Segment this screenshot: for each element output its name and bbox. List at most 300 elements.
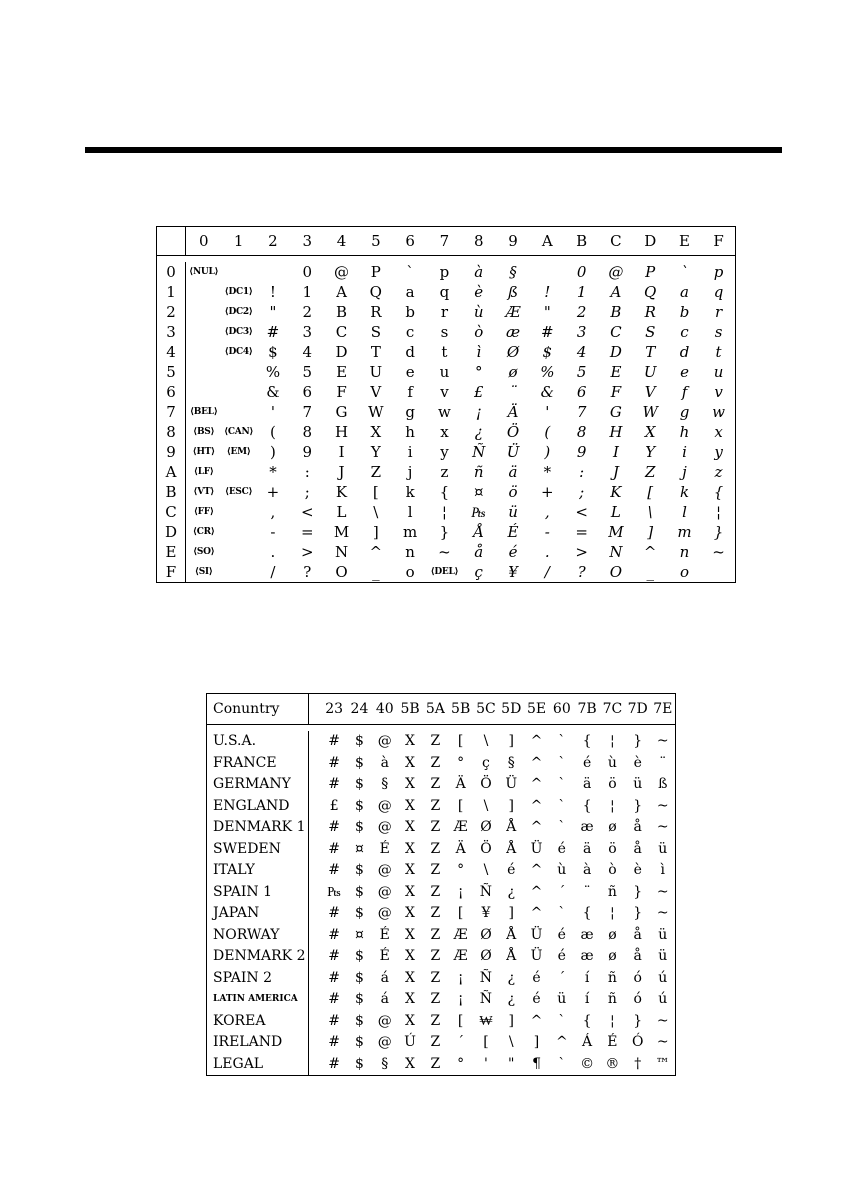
charset-cell: ⟨BEL⟩ <box>189 407 218 417</box>
charset-row-header: A <box>157 462 186 482</box>
intl-cell: \ <box>508 1034 514 1050</box>
charset-cell: Ä <box>507 403 519 421</box>
intl-cell: ¡ <box>457 969 464 986</box>
intl-cell: © <box>580 1055 595 1072</box>
charset-row-header: D <box>157 522 186 542</box>
charset-row-header: F <box>157 562 186 583</box>
charset-cell: + <box>266 483 280 501</box>
intl-cell: Ä <box>455 776 466 792</box>
charset-cell: L <box>610 503 621 521</box>
charset-cell: P <box>370 263 381 281</box>
charset-cell: : <box>579 463 585 481</box>
intl-cell: ü <box>658 926 668 943</box>
charset-cell: u <box>713 363 724 381</box>
charset-cell: Q <box>644 283 657 301</box>
intl-cell: Z <box>430 1012 441 1029</box>
charset-row <box>157 362 736 382</box>
intl-gap <box>309 925 322 947</box>
intl-gap <box>309 989 322 1011</box>
charset-cell: ù <box>473 303 484 321</box>
intl-cell: É <box>379 926 390 943</box>
intl-column-header: 7C <box>600 694 625 725</box>
charset-cell: G <box>335 403 348 421</box>
charset-cell: h <box>405 423 415 441</box>
intl-cell: ñ <box>607 883 617 900</box>
intl-cell: å <box>633 840 642 857</box>
intl-cell: ä <box>582 840 592 857</box>
intl-gap <box>309 903 322 925</box>
intl-cell: ¦ <box>610 1012 615 1029</box>
intl-cell: ¿ <box>507 991 515 1007</box>
charset-cell: å <box>474 543 484 561</box>
intl-cell: å <box>633 948 642 964</box>
charset-cell: ) <box>270 443 276 461</box>
intl-cell: [ <box>457 905 464 921</box>
charset-cell: p <box>713 263 724 281</box>
charset-cell: [ <box>372 483 379 501</box>
charset-cell: 8 <box>576 423 587 441</box>
charset-cell: ~ <box>438 543 451 561</box>
intl-country-name: LEGAL <box>207 1054 309 1076</box>
charset-cell: k <box>679 483 690 501</box>
intl-cell: X <box>405 797 416 814</box>
intl-column-header: 40 <box>372 694 397 725</box>
charset-cell: a <box>405 283 415 301</box>
intl-column-header: 5C <box>473 694 498 725</box>
intl-cell: ^ <box>530 862 543 878</box>
charset-cell: J <box>612 463 619 481</box>
intl-cell: # <box>328 905 341 921</box>
charset-cell: ⟨DC4⟩ <box>224 347 253 357</box>
charset-cell: / <box>270 563 276 581</box>
charset-cell: { <box>713 483 724 501</box>
intl-cell: ~ <box>656 1012 669 1029</box>
charset-cell: Å <box>473 523 485 541</box>
intl-gap <box>309 1011 322 1033</box>
charset-cell: 5 <box>576 363 587 381</box>
intl-cell: X <box>405 1012 416 1029</box>
intl-country-name: FRANCE <box>207 753 309 775</box>
intl-gap <box>309 774 322 796</box>
intl-country-name: SPAIN 1 <box>207 882 309 904</box>
intl-cell: # <box>328 754 341 771</box>
charset-cell: ü <box>508 503 518 521</box>
intl-cell: X <box>405 905 416 921</box>
intl-cell: § <box>381 776 389 792</box>
charset-cell: à <box>474 263 484 281</box>
charset-cell: ¤ <box>473 483 484 501</box>
charset-cell: f <box>407 383 413 401</box>
charset-cell: = <box>575 523 588 541</box>
charset-cell: " <box>543 303 551 321</box>
charset-cell: H <box>334 423 349 441</box>
charset-cell: Z <box>644 463 656 481</box>
charset-cell: ß <box>508 283 519 301</box>
intl-cell: ` <box>558 905 566 921</box>
intl-cell: Z <box>430 883 441 900</box>
charset-row <box>157 382 736 402</box>
charset-column-header: 7 <box>427 227 461 256</box>
intl-cell: [ <box>457 733 464 749</box>
charset-cell: 6 <box>302 383 313 401</box>
intl-cell: ü <box>658 948 668 964</box>
charset-cell: N <box>334 543 349 561</box>
intl-cell: $ <box>354 1012 364 1029</box>
intl-gap <box>309 860 322 882</box>
charset-cell: 1 <box>576 283 587 301</box>
intl-cell: $ <box>354 969 364 986</box>
charset-cell: 3 <box>302 323 313 341</box>
charset-cell: j <box>682 463 687 481</box>
charset-cell: ⟨VT⟩ <box>193 487 215 497</box>
intl-cell: ò <box>608 862 617 878</box>
charset-cell: X <box>370 423 382 441</box>
intl-cell: Ü <box>505 776 518 792</box>
charset-cell: D <box>609 343 622 361</box>
charset-cell: ñ <box>473 463 484 481</box>
charset-cell: N <box>609 543 623 561</box>
intl-cell: é <box>507 862 516 878</box>
intl-cell: ´ <box>558 969 566 986</box>
intl-cell: å <box>633 926 642 943</box>
intl-cell: # <box>328 840 341 857</box>
charset-column-header: F <box>702 227 736 256</box>
charset-cell <box>222 262 256 282</box>
intl-cell: ` <box>558 1055 566 1072</box>
charset-cell: y <box>440 443 449 461</box>
charset-cell: 0 <box>576 263 587 281</box>
charset-row <box>157 262 736 282</box>
intl-cell: @ <box>377 1012 392 1029</box>
intl-gap <box>309 1032 322 1054</box>
charset-cell: m <box>403 523 418 541</box>
intl-cell: @ <box>377 733 392 749</box>
intl-cell: # <box>328 969 341 986</box>
intl-cell: ¿ <box>507 969 515 986</box>
intl-cell: ¡ <box>457 883 464 900</box>
intl-cell: Ñ <box>479 969 493 986</box>
charset-cell: . <box>544 543 550 561</box>
charset-cell <box>530 262 564 282</box>
charset-cell: ' <box>270 403 275 421</box>
intl-cell: ¦ <box>610 905 615 921</box>
intl-cell: [ <box>457 1012 464 1029</box>
charset-cell: F <box>336 383 347 401</box>
intl-cell: ₩ <box>479 1012 493 1029</box>
charset-cell <box>186 362 222 382</box>
intl-cell: ¤ <box>354 926 364 943</box>
intl-cell: X <box>405 991 416 1007</box>
intl-cell: ~ <box>656 883 669 900</box>
charset-cell: [ <box>647 483 654 501</box>
intl-country-name: ITALY <box>207 860 309 882</box>
charset-cell: n <box>405 543 415 561</box>
charset-cell: ⟨SI⟩ <box>194 567 213 577</box>
charset-cell: l <box>682 503 687 521</box>
intl-cell: Z <box>430 905 441 921</box>
intl-cell: ] <box>508 797 514 814</box>
intl-cell: ü <box>557 991 567 1007</box>
charset-cell: Q <box>369 283 382 301</box>
intl-cell: Z <box>430 1034 441 1050</box>
intl-cell: @ <box>377 797 392 814</box>
charset-cell: ¨ <box>509 383 517 401</box>
charset-cell: ` <box>406 263 414 281</box>
intl-cell: ¥ <box>481 905 491 921</box>
intl-cell: † <box>634 1055 642 1072</box>
intl-cell: [ <box>457 797 464 814</box>
charset-cell: w <box>712 403 725 421</box>
charset-cell: k <box>405 483 415 501</box>
charset-cell: 4 <box>302 343 313 361</box>
intl-cell: } <box>633 883 643 900</box>
charset-column-header: E <box>667 227 701 256</box>
charset-cell: - <box>270 523 276 541</box>
intl-cell: ^ <box>530 819 543 835</box>
charset-cell: R <box>644 303 656 321</box>
intl-country-row <box>207 946 676 968</box>
charset-cell: ⟨LF⟩ <box>193 467 214 477</box>
intl-column-header: 5D <box>499 694 524 725</box>
intl-cell: § <box>507 754 515 771</box>
intl-cell: ® <box>605 1055 620 1072</box>
intl-cell: X <box>405 776 416 792</box>
top-rule <box>85 147 782 153</box>
charset-column-header: 4 <box>324 227 358 256</box>
intl-cell: ] <box>508 1012 514 1029</box>
charset-cell: e <box>680 363 689 381</box>
intl-cell: á <box>380 991 389 1007</box>
charset-cell: ⟨DC3⟩ <box>224 327 253 337</box>
charset-cell: 2 <box>302 303 313 321</box>
intl-gap <box>309 882 322 904</box>
intl-cell: æ <box>580 819 594 835</box>
charset-row-header: 6 <box>157 382 186 402</box>
charset-cell <box>256 262 290 282</box>
intl-cell: ç <box>482 754 490 771</box>
charset-cell: 7 <box>576 403 587 421</box>
charset-cell: É <box>507 523 519 541</box>
charset-cell: ( <box>270 423 276 441</box>
intl-cell: í <box>584 991 590 1007</box>
intl-cell: é <box>557 926 566 943</box>
intl-cell: # <box>328 991 341 1007</box>
intl-country-name: KOREA <box>207 1011 309 1033</box>
intl-country-row <box>207 903 676 925</box>
charset-cell: ⟨DC1⟩ <box>224 287 253 297</box>
intl-cell: # <box>328 776 341 792</box>
intl-cell: Z <box>430 754 441 771</box>
charset-cell: ! <box>544 283 551 301</box>
intl-cell: ° <box>457 1055 465 1072</box>
charset-cell: { <box>439 483 450 501</box>
intl-cell: X <box>405 754 416 771</box>
intl-cell: ´ <box>457 1034 465 1050</box>
charset-cell: ¡ <box>475 403 482 421</box>
intl-cell: ° <box>457 862 465 878</box>
intl-cell: Z <box>430 1055 441 1072</box>
intl-cell: ú <box>658 991 668 1007</box>
charset-cell: n <box>679 543 690 561</box>
intl-cell: \ <box>483 733 489 749</box>
intl-column-header: 7E <box>650 694 675 725</box>
charset-cell: } <box>713 523 724 541</box>
charset-cell: c <box>680 323 689 341</box>
intl-cell: £ <box>329 797 339 814</box>
charset-row <box>157 482 736 502</box>
intl-cell: ` <box>558 819 566 835</box>
intl-cell: § <box>381 1055 389 1072</box>
charset-body <box>157 262 736 583</box>
intl-country-name: IRELAND <box>207 1032 309 1054</box>
charset-cell: ? <box>303 563 312 581</box>
intl-cell: Z <box>430 969 441 986</box>
charset-cell: _ <box>372 563 380 581</box>
charset-row <box>157 562 736 583</box>
charset-cell: \ <box>647 503 653 521</box>
charset-row <box>157 282 736 302</box>
charset-row-header: 8 <box>157 422 186 442</box>
charset-cell: b <box>405 303 415 321</box>
charset-cell: = <box>300 523 314 541</box>
intl-country-name: DENMARK 1 <box>207 817 309 839</box>
charset-cell: i <box>682 443 687 461</box>
intl-cell: Ñ <box>479 883 493 900</box>
charset-cell <box>222 562 256 583</box>
intl-cell: ~ <box>656 797 669 814</box>
intl-cell: í <box>584 969 590 986</box>
intl-country-row <box>207 925 676 947</box>
charset-cell: Ñ <box>472 443 486 461</box>
charset-cell: g <box>679 403 690 421</box>
intl-cell: Ü <box>530 948 543 964</box>
intl-cell: # <box>328 733 341 749</box>
intl-cell: è <box>633 754 642 771</box>
charset-cell: ⟨DEL⟩ <box>430 567 459 577</box>
charset-cell: b <box>679 303 690 321</box>
intl-cell: ` <box>558 797 566 814</box>
charset-cell: L <box>336 503 347 521</box>
intl-cell: @ <box>377 905 392 921</box>
intl-cell: X <box>405 883 416 900</box>
intl-cell: ] <box>533 1034 540 1050</box>
charset-cell: g <box>405 403 415 421</box>
intl-cell: ^ <box>530 797 543 814</box>
charset-cell: $ <box>268 343 278 361</box>
charset-cell: ^ <box>369 543 383 561</box>
intl-cell: ¡ <box>457 991 464 1007</box>
charset-cell: 5 <box>302 363 313 381</box>
charset-row <box>157 302 736 322</box>
charset-column-header: D <box>633 227 667 256</box>
charset-column-header: 3 <box>290 227 324 256</box>
intl-cell: $ <box>354 1055 364 1072</box>
intl-country-row <box>207 731 676 753</box>
intl-cell: } <box>633 905 643 921</box>
intl-cell: É <box>379 840 390 857</box>
intl-cell: Ä <box>455 840 466 857</box>
charset-column-header: 2 <box>256 227 290 256</box>
intl-cell: ´ <box>558 883 566 900</box>
charset-cell: q <box>439 283 450 301</box>
intl-gap <box>309 839 322 861</box>
charset-cell: ö <box>508 483 518 501</box>
intl-column-header: 7B <box>574 694 599 725</box>
intl-cell: Z <box>430 840 441 857</box>
charset-row-header: 3 <box>157 322 186 342</box>
intl-country-row <box>207 817 676 839</box>
charset-column-header: C <box>599 227 633 256</box>
intl-country-row <box>207 774 676 796</box>
charset-cell: + <box>541 483 554 501</box>
charset-cell <box>222 502 256 522</box>
charset-cell: } <box>439 523 450 541</box>
intl-gap <box>309 1054 322 1076</box>
intl-cell: X <box>405 819 416 835</box>
charset-cell: p <box>439 263 450 281</box>
charset-cell: B <box>336 303 348 321</box>
intl-cell: ó <box>633 969 642 986</box>
charset-cell: P <box>645 263 656 281</box>
intl-cell: Å <box>506 819 517 835</box>
charset-row-header: 2 <box>157 302 186 322</box>
charset-cell: Z <box>370 463 382 481</box>
intl-cell: á <box>380 969 389 986</box>
charset-cell: x <box>440 423 449 441</box>
intl-country-row <box>207 1032 676 1054</box>
intl-cell: $ <box>354 1034 364 1050</box>
intl-cell: ° <box>457 754 465 771</box>
intl-cell: ^ <box>530 883 543 900</box>
character-code-table <box>156 226 736 583</box>
intl-country-row <box>207 882 676 904</box>
charset-cell: l <box>407 503 413 521</box>
charset-cell: , <box>270 503 276 521</box>
intl-cell: Z <box>430 991 441 1007</box>
intl-cell: Ø <box>480 926 492 943</box>
intl-cell: ` <box>558 776 566 792</box>
charset-cell: ' <box>545 403 550 421</box>
charset-cell: W <box>368 403 384 421</box>
charset-row-header: 5 <box>157 362 186 382</box>
intl-cell: ` <box>558 1012 566 1029</box>
charset-cell: x <box>714 423 723 441</box>
intl-country-name: U.S.A. <box>207 731 309 753</box>
charset-cell: ₧ <box>471 503 487 521</box>
charset-cell: S <box>370 323 381 341</box>
intl-cell: ö <box>608 776 617 792</box>
charset-cell: ø <box>508 363 518 381</box>
charset-row <box>157 502 736 522</box>
charset-cell: W <box>642 403 658 421</box>
charset-cell: V <box>644 383 656 401</box>
charset-cell <box>702 562 736 583</box>
intl-cell: Z <box>430 776 441 792</box>
intl-cell: Ñ <box>479 991 493 1007</box>
intl-cell: ~ <box>656 819 669 835</box>
intl-country-name: ENGLAND <box>207 796 309 818</box>
intl-cell: # <box>328 819 341 835</box>
intl-cell: X <box>405 1055 416 1072</box>
charset-cell: ¦ <box>441 503 447 521</box>
intl-cell: { <box>582 1012 592 1029</box>
charset-cell: ç <box>474 563 483 581</box>
intl-cell: $ <box>354 754 364 771</box>
intl-gap <box>309 694 322 725</box>
charset-row-header: C <box>157 502 186 522</box>
intl-cell: æ <box>580 926 594 943</box>
intl-cell: # <box>328 862 341 878</box>
